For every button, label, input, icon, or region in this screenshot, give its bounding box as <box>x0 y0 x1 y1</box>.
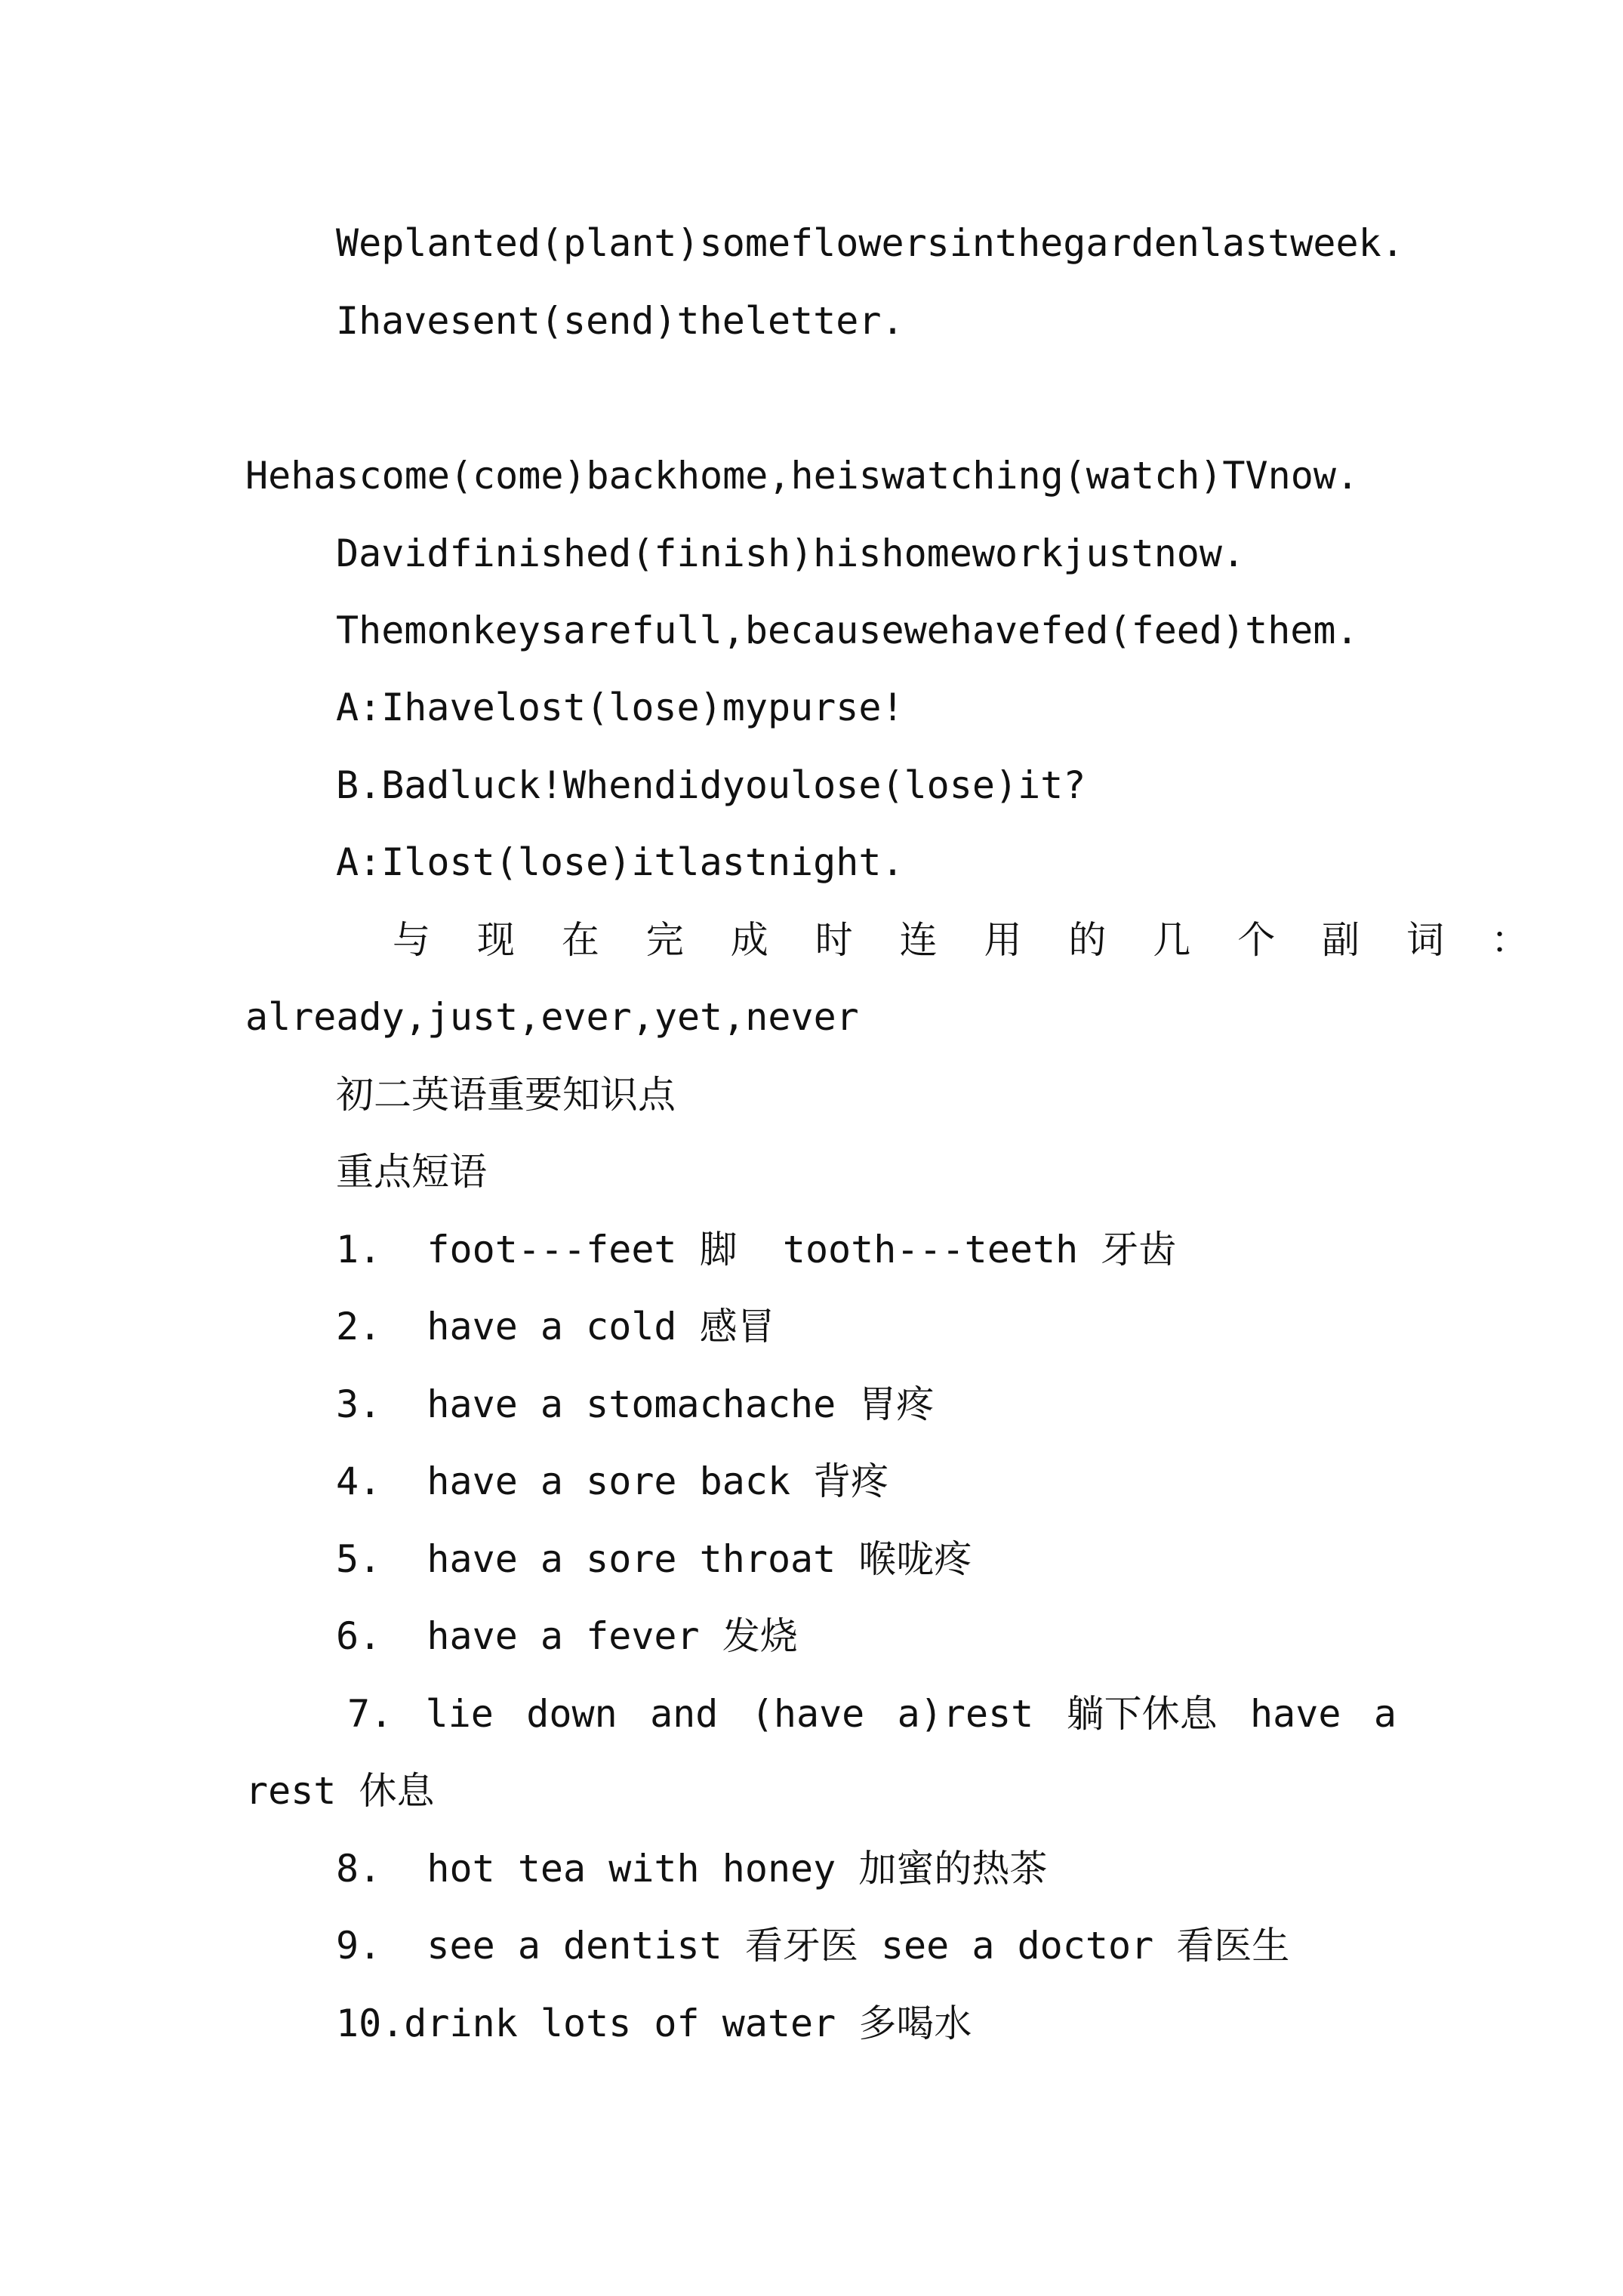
adverbs-list: already,just,ever,yet,never <box>245 995 859 1039</box>
phrase-item: 5. have a sore throat 喉咙疼 <box>336 1537 972 1581</box>
phrase-item: 6. have a fever 发烧 <box>336 1614 798 1658</box>
sentence-line: Weplanted(plant)someflowersinthegardenlastweek. <box>336 221 1404 265</box>
phrase-item: 1. foot---feet 脚 tooth---teeth 牙齿 <box>336 1228 1177 1271</box>
phrase-item: 8. hot tea with honey 加蜜的热茶 <box>336 1847 1048 1891</box>
sentence-line: Ihavesent(send)theletter. <box>336 299 904 343</box>
dialogue-line: A:Ihavelost(lose)mypurse! <box>336 686 904 729</box>
phrase-item: 10.drink lots of water 多喝水 <box>336 2002 972 2045</box>
phrase-item: 2. have a cold 感冒 <box>336 1305 775 1348</box>
dialogue-line: A:Ilost(lose)itlastnight. <box>336 840 904 884</box>
section-heading: 初二英语重要知识点 <box>336 1073 676 1117</box>
phrase-item: 3. have a stomachache 胃疼 <box>336 1382 935 1426</box>
phrase-item: 4. have a sore back 背疼 <box>336 1459 889 1503</box>
dialogue-line: B.Badluck!Whendidyoulose(lose)it? <box>336 763 1086 807</box>
phrase-item: 9. see a dentist 看牙医 see a doctor 看医生 <box>336 1924 1290 1968</box>
sentence-line: Davidfinished(finish)hishomeworkjustnow. <box>336 532 1246 575</box>
section-subheading: 重点短语 <box>336 1150 487 1194</box>
sentence-line: Hehascome(come)backhome,heiswatching(watch)TVnow. <box>245 454 1360 498</box>
adverbs-intro: 与 现 在 完 成 时 连 用 的 几 个 副 词 ： <box>393 918 1529 962</box>
sentence-line: Themonkeysarefull,becausewehavefed(feed)them. <box>336 609 1359 652</box>
phrase-item-7: 7. lie down and (have a)rest 躺下休息 have a <box>347 1692 1397 1736</box>
phrase-item-7-continuation: rest 休息 <box>245 1769 435 1813</box>
